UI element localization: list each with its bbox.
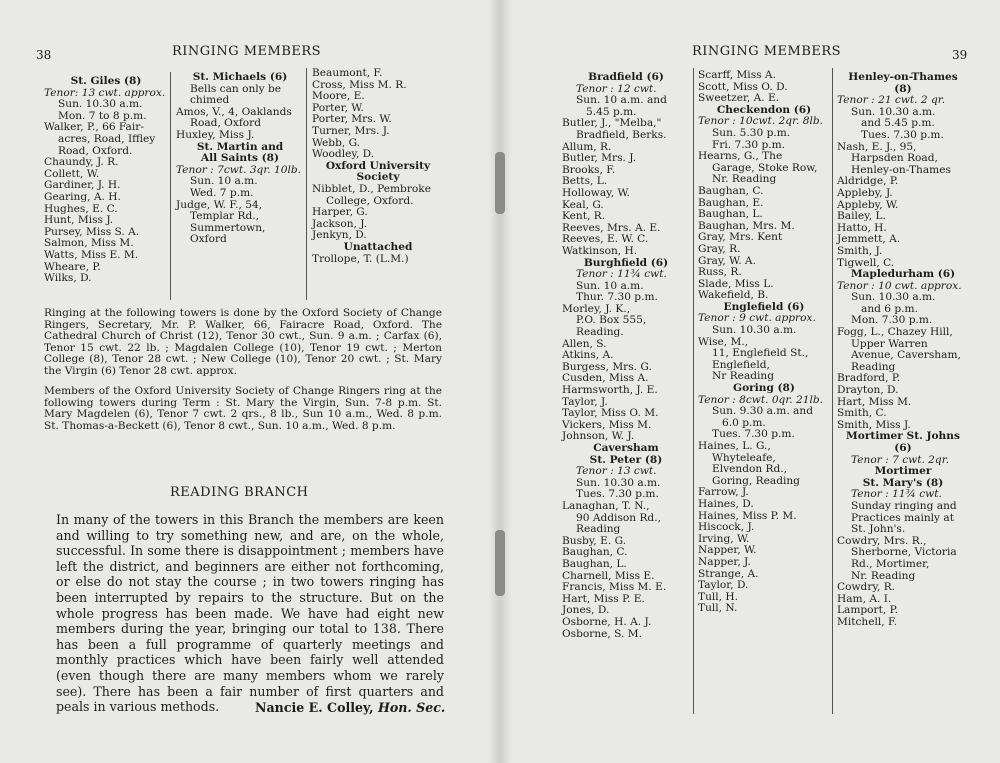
entry-line: Bailey, L. <box>837 210 886 223</box>
entry-line: Watkinson, H. <box>562 244 638 257</box>
left-column-1 <box>44 76 168 285</box>
entry-line: Nr. Reading <box>712 173 777 186</box>
tower-heading: Checkendon (6) <box>716 103 812 116</box>
entry-line: Tigwell, C. <box>837 256 895 269</box>
entry-line: Beaumont, F. <box>312 67 383 79</box>
tower-heading: St. Giles (8) <box>70 75 142 87</box>
entry-line: Tenor : 8cwt. 0qr. 21lb. <box>698 393 823 406</box>
right-column-2 <box>698 70 830 615</box>
entry-line: Butler, J., "Melba," <box>562 117 662 130</box>
entry-line: Slade, Miss L. <box>698 277 774 290</box>
entry-line: 5.45 p.m. <box>586 105 637 118</box>
entry-line: Garage, Stoke Row, <box>712 161 818 174</box>
entry-line: Mon. 7 to 8 p.m. <box>58 109 147 122</box>
entry-line: Allen, S. <box>562 337 607 350</box>
entry-line: Sun. 10 a.m. <box>190 175 258 188</box>
tower-heading: St. Peter (8) <box>589 453 663 466</box>
tower-heading: Society <box>356 171 400 184</box>
entry-line: Taylor, Miss O. M. <box>562 407 659 420</box>
tower-heading: Goring (8) <box>733 382 795 395</box>
right-column-3 <box>837 72 969 629</box>
left-page <box>0 0 490 763</box>
entry-line: Judge, W. F., 54, <box>176 198 263 211</box>
entry-line: Tues. 7.30 p.m. <box>576 488 659 501</box>
tower-heading: All Saints (8) <box>200 152 280 165</box>
paragraph-text: Ringing at the following towers is done by the Oxford Society of Change Ringers, Secretary, Mr. P. Walker, 66, Fairacre Road, Oxford. The Cathedral Church of Christ (12), Tenor 30 cwt., Sun. 9 a.m. ; Carfax (6), Tenor 15 cwt. 22 lb. ; Magdalen College (10), Tenor 19 cwt. ; Merton College (8), Tenor 28 cwt. ; New College (10), Tenor 20 cwt. ; St. Mary the Virgin (6) Tenor 28 cwt. approx. <box>44 307 442 377</box>
entry-line: Butler, Mrs. J. <box>562 152 637 165</box>
university-society-paragraph <box>44 386 442 432</box>
column-rule <box>832 68 833 714</box>
entry-line: Rd., Mortimer, <box>851 557 930 570</box>
entry-line: Oxford <box>190 233 227 246</box>
entry-line: Hiscock, J. <box>698 521 755 534</box>
page-number-right: 39 <box>952 48 968 62</box>
entry-line: Sweetzer, A. E. <box>698 92 780 105</box>
entry-line: Chaundy, J. R. <box>44 156 119 169</box>
entry-line: College, Oxford. <box>326 194 414 207</box>
entry-line: Taylor, D. <box>698 579 749 592</box>
entry-line: Hatto, H. <box>837 221 887 234</box>
tower-heading: St. Martin and <box>196 140 284 153</box>
entry-line: Gearing, A. H. <box>44 190 121 203</box>
entry-line: Holloway, W. <box>562 186 630 199</box>
entry-line: Reading <box>576 523 621 536</box>
entry-line: Baughan, L. <box>698 208 763 221</box>
entry-line: Englefield, <box>712 358 770 371</box>
entry-line: Scott, Miss O. D. <box>698 80 788 93</box>
entry-line: Bradford, P. <box>837 372 901 385</box>
entry-line: Aldridge, P. <box>837 175 899 188</box>
entry-line: Ham, A. I. <box>837 592 892 605</box>
entry-line: Road, Oxford <box>190 117 261 130</box>
entry-line: Wakefield, B. <box>698 289 769 302</box>
entry-line: Woodley, D. <box>312 148 375 161</box>
signature-title: Hon. Sec. <box>377 700 446 715</box>
entry-line: Tenor : 11¾ cwt. <box>576 268 667 281</box>
tower-heading: St. Michaels (6) <box>192 71 288 83</box>
entry-line: Drayton, D. <box>837 384 899 397</box>
entry-line: Harper, G. <box>312 206 368 219</box>
entry-line: Baughan, C. <box>562 546 628 559</box>
entry-line: Upper Warren <box>851 337 928 350</box>
entry-line: Henley-on-Thames <box>851 163 951 176</box>
entry-line: Walker, P., 66 Fair- <box>44 121 144 134</box>
entry-line: Sherborne, Victoria <box>851 546 957 559</box>
entry-line: Jenkyn, D. <box>312 229 367 242</box>
entry-line: Webb, G. <box>312 136 361 149</box>
entry-line: Osborne, H. A. J. <box>562 615 652 628</box>
oxford-society-paragraph <box>44 308 442 378</box>
reading-branch-report: In many of the towers in this Branch the members are keen and willing to try something new, and are, on the whole, successful. In some there is disappointment ; members have left the district, and beginners are either not forthcoming, or else do not stay the course ; in two towers ringing has been interrupted by repairs to the structure. But on the whole progress has been made. We have had eight new members during the year, bringing our total to 138. There has been a full programme of quarterly meetings and monthly practices which have been fairly well attended (even though there are many members whom we rarely see). There has been a fair number of first quarters and peals in various methods. <box>56 512 444 715</box>
entry-line: Avenue, Caversham, <box>851 349 961 362</box>
entry-line: Lanaghan, T. N., <box>562 499 650 512</box>
tower-heading: Unattached <box>343 240 413 253</box>
entry-line: Goring, Reading <box>712 474 800 487</box>
entry-line: Irving, W. <box>698 532 750 545</box>
entry-line: Jones, D. <box>562 604 610 617</box>
entry-line: Fri. 7.30 p.m. <box>712 138 786 151</box>
entry-line: Hughes, E. C. <box>44 202 118 215</box>
tower-heading: Mortimer St. Johns <box>846 430 960 443</box>
entry-line: Elvendon Rd., <box>712 463 788 476</box>
entry-line: Gray, Mrs. Kent <box>698 231 783 244</box>
entry-line: Moore, E. <box>312 90 365 103</box>
left-column-3 <box>312 68 444 265</box>
entry-line: Sun. 10.30 a.m. <box>851 291 936 304</box>
entry-line: Thur. 7.30 p.m. <box>576 291 658 304</box>
entry-line: Baughan, Mrs. M. <box>698 219 795 232</box>
entry-line: Sun. 10.30 a.m. <box>576 476 661 489</box>
entry-line: Reeves, E. W. C. <box>562 233 649 246</box>
entry-line: Russ, R. <box>698 266 742 279</box>
entry-line: Sun. 10.30 a.m. <box>58 98 143 111</box>
entry-line: Wise, M., <box>698 335 749 348</box>
column-rule <box>693 68 694 714</box>
entry-line: Osborne, S. M. <box>562 627 643 640</box>
entry-line: Cowdry, Mrs. R., <box>837 534 927 547</box>
entry-line: Kent, R. <box>562 210 606 223</box>
entry-line: Smith, J. <box>837 244 883 257</box>
entry-line: Porter, Mrs. W. <box>312 113 392 126</box>
entry-line: Harpsden Road, <box>851 152 938 165</box>
entry-line: Tenor : 21 cwt. 2 qr. <box>837 94 946 107</box>
entry-line: Betts, L. <box>562 175 608 188</box>
tower-heading: Caversham <box>593 442 659 454</box>
entry-line: Burgess, Mrs. G. <box>562 360 652 373</box>
entry-line: Baughan, E. <box>698 196 764 209</box>
entry-line: Haines, D. <box>698 497 754 510</box>
column-rule <box>170 72 171 300</box>
entry-line: Tenor : 10 cwt. approx. <box>837 279 962 292</box>
entry-line: Haines, L. G., <box>698 440 771 452</box>
entry-line: Busby, E. G. <box>562 534 627 547</box>
entry-line: Vickers, Miss M. <box>562 418 652 431</box>
entry-line: Hart, Miss M. <box>837 395 912 408</box>
entry-line: Reading. <box>576 326 624 339</box>
entry-line: Tenor : 12 cwt. <box>576 82 657 95</box>
entry-line: Allum, R. <box>562 140 612 153</box>
reading-branch-title: READING BRANCH <box>170 485 309 500</box>
entry-line: Tenor: 13 cwt. approx. <box>44 86 166 99</box>
entry-line: 90 Addison Rd., <box>576 511 661 524</box>
entry-line: Lamport, P. <box>837 604 898 617</box>
entry-line: Brooks, F. <box>562 163 616 176</box>
entry-line: Gray, W. A. <box>698 254 756 267</box>
entry-line: Sun. 5.30 p.m. <box>712 126 791 139</box>
entry-line: Trollope, T. (L.M.) <box>312 252 409 265</box>
entry-line: acres, Road, Iffley <box>58 132 156 145</box>
entry-line: Sunday ringing and <box>851 499 957 512</box>
entry-line: Turner, Mrs. J. <box>312 124 390 137</box>
entry-line: Charnell, Miss E. <box>562 569 655 582</box>
entry-line: Keal, G. <box>562 198 604 211</box>
entry-line: Summertown, <box>190 221 266 234</box>
tower-heading: Mortimer <box>874 465 932 478</box>
entry-line: Scarff, Miss A. <box>698 69 776 81</box>
entry-line: St. John's. <box>851 523 906 536</box>
entry-line: Bradfield, Berks. <box>576 128 667 141</box>
entry-line: Sun. 10 a.m. <box>576 279 644 292</box>
entry-line: Hunt, Miss J. <box>44 214 114 227</box>
entry-line: Appleby, J. <box>837 186 893 199</box>
entry-line: Cowdry, R. <box>837 581 896 594</box>
entry-line: Sun. 9.30 a.m. and <box>712 405 813 418</box>
entry-line: Templar Rd., <box>190 210 259 223</box>
entry-line: Strange, A. <box>698 567 759 580</box>
entry-line: Practices mainly at <box>851 511 954 524</box>
entry-line: Johnson, W. J. <box>562 430 635 443</box>
book-gutter <box>488 0 512 763</box>
entry-line: Tues. 7.30 p.m. <box>861 128 944 141</box>
entry-line: Tenor : 7 cwt. 2qr. <box>851 453 949 466</box>
entry-line: Hart, Miss P. E. <box>562 592 645 605</box>
entry-line: Mitchell, F. <box>837 615 898 628</box>
entry-line: Amos, V., 4, Oaklands <box>176 105 292 118</box>
entry-line: Mon. 7.30 p.m. <box>851 314 933 327</box>
entry-line: Napper, J. <box>698 555 751 568</box>
entry-line: Hearns, G., The <box>698 150 783 163</box>
right-page <box>512 0 1000 763</box>
entry-line: Fogg, L., Chazey Hill, <box>837 326 953 339</box>
entry-line: Reading <box>851 360 896 373</box>
left-column-2 <box>176 72 304 246</box>
entry-line: and 5.45 p.m. <box>861 117 935 130</box>
paragraph-text: Members of the Oxford University Society of Change Ringers ring at the following towers during Term : St. Mary the Virgin, Sun. 7-8 p.m. St. Mary Magdelen (6), Tenor 7 cwt. 2 qrs., 8 lb., Sun 10 a.m., Wed. 8 p.m. St. Thomas-a-Beckett (6), Tenor 8 cwt., Sun. 10 a.m., Wed. 8 p.m. <box>44 385 442 432</box>
entry-line: Nr. Reading <box>851 569 916 582</box>
entry-line: Farrow, J. <box>698 486 749 499</box>
entry-line: Morley, J. K., <box>562 302 631 315</box>
tower-heading: (6) <box>894 442 912 454</box>
signature-name: Nancie E. Colley, <box>255 700 374 715</box>
running-head-right: RINGING MEMBERS <box>692 44 842 59</box>
entry-line: Whyteleafe, <box>712 451 776 464</box>
entry-line: Watts, Miss E. M. <box>44 248 139 261</box>
entry-line: Sun. 10 a.m. and <box>576 94 667 107</box>
entry-line: Wed. 7 p.m. <box>190 186 254 199</box>
tower-heading: (8) <box>894 82 912 95</box>
tower-heading: Oxford University <box>325 159 431 172</box>
entry-line: Sun. 10.30 a.m. <box>851 105 936 118</box>
tower-heading: Henley-on-Thames <box>848 71 958 83</box>
entry-line: Wilks, D. <box>44 272 92 285</box>
entry-line: Smith, Miss J. <box>837 418 911 431</box>
entry-line: Nash, E. J., 95, <box>837 140 917 153</box>
entry-line: Smith, C. <box>837 407 887 420</box>
entry-line: Tenor : 10cwt. 2qr. 8lb. <box>698 115 823 128</box>
entry-line: Wheare, P. <box>44 260 101 273</box>
entry-line: Tull, H. <box>698 590 739 603</box>
entry-line: Appleby, W. <box>837 198 899 211</box>
entry-line: Pursey, Miss S. A. <box>44 225 140 238</box>
entry-line: Porter, W. <box>312 101 364 114</box>
entry-line: Jackson, J. <box>312 217 368 230</box>
entry-line: Gardiner, J. H. <box>44 179 121 192</box>
entry-line: Sun. 10.30 a.m. <box>712 324 797 337</box>
page-number-left: 38 <box>36 48 52 62</box>
entry-line: Salmon, Miss M. <box>44 237 134 250</box>
entry-line: Haines, Miss P. M. <box>698 509 797 522</box>
entry-line: Cusden, Miss A. <box>562 372 649 385</box>
running-head-left: RINGING MEMBERS <box>172 44 322 59</box>
entry-line: Tues. 7.30 p.m. <box>712 428 795 441</box>
entry-line: Harmsworth, J. E. <box>562 384 658 397</box>
entry-line: Huxley, Miss J. <box>176 128 255 141</box>
entry-line: Gray, R. <box>698 242 741 255</box>
tower-heading: Bradfield (6) <box>588 71 664 83</box>
entry-line: Cross, Miss M. R. <box>312 78 407 91</box>
staple-bottom <box>495 530 505 596</box>
entry-line: Collett, W. <box>44 167 100 180</box>
entry-line: chimed <box>190 94 230 107</box>
entry-line: and 6 p.m. <box>861 302 918 315</box>
column-rule <box>306 68 307 300</box>
entry-line: Baughan, C. <box>698 184 764 197</box>
entry-line: Reeves, Mrs. A. E. <box>562 221 661 234</box>
entry-line: Nr Reading <box>712 370 775 383</box>
entry-line: Tenor : 13 cwt. <box>576 465 657 478</box>
entry-line: 6.0 p.m. <box>722 416 766 429</box>
entry-line: Tenor : 9 cwt. approx. <box>698 312 816 325</box>
entry-line: Baughan, L. <box>562 557 627 570</box>
entry-line: Jemmett, A. <box>837 233 901 246</box>
signature <box>255 700 445 715</box>
entry-line: Tenor : 11¾ cwt. <box>851 488 942 501</box>
tower-heading: Burghfield (6) <box>583 256 669 269</box>
right-column-1 <box>562 72 690 640</box>
entry-line: Francis, Miss M. E. <box>562 581 667 594</box>
tower-heading: St. Mary's (8) <box>862 476 944 489</box>
entry-line: Atkins, A. <box>562 349 614 362</box>
entry-line: Tenor : 7cwt. 3qr. 10lb. <box>176 163 301 176</box>
entry-line: Napper, W. <box>698 544 757 557</box>
entry-line: Road, Oxford. <box>58 144 133 157</box>
staple-top <box>495 152 505 214</box>
entry-line: Taylor, J. <box>562 395 608 408</box>
tower-heading: Mapledurham (6) <box>850 268 956 281</box>
tower-heading: Englefield (6) <box>723 300 805 313</box>
entry-line: P.O. Box 555, <box>576 314 647 327</box>
entry-line: Bells can only be <box>190 82 282 95</box>
entry-line: Nibblet, D., Pembroke <box>312 182 431 195</box>
entry-line: Tull, N. <box>698 602 738 615</box>
entry-line: 11, Englefield St., <box>712 347 809 360</box>
